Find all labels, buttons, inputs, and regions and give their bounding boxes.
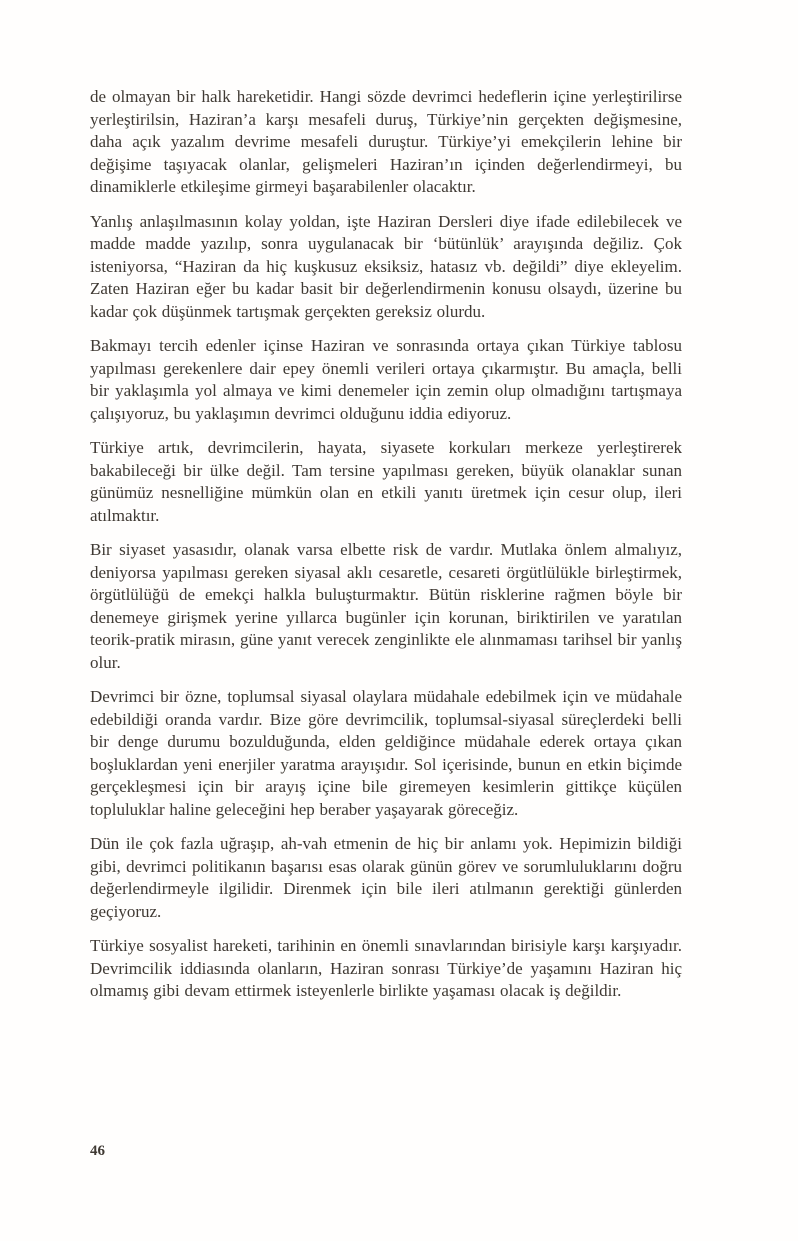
paragraph: Yanlış anlaşılmasının kolay yoldan, işte Haziran Dersleri diye ifade edilebilecek ve madde madde yazılıp, sonra uygulanacak bir ‘bütünlük’ arayışında değiliz. Çok isteniyorsa, “Haziran da hiç kuşkusuz eksiksiz, hatasız vb. değildi” diye ekleyelim. Zaten Haziran eğer bu kadar basit bir değerlendirmenin konusu olsaydı, üzerine bu kadar çok düşünmek tartışmak gerçekten gereksiz olurdu.	[90, 211, 682, 321]
paragraph: Türkiye artık, devrimcilerin, hayata, siyasete korkuları merkeze yerleştirerek bakabileceği bir ülke değil. Tam tersine yapılması gereken, büyük olanaklar sunan günümüz nesnelliğine mümkün olan en etkili yanıtı üretmek için cesur olup, ileri atılmaktır.	[90, 438, 682, 525]
paragraph: Devrimci bir özne, toplumsal siyasal olaylara müdahale edebilmek için ve müdahale edebildiği oranda vardır. Bize göre devrimcilik, toplumsal-siyasal süreçlerdeki belli bir denge durumu bozulduğunda, elden geldiğince müdahale ederek ortaya çıkan boşluklardan yeni enerjiler yaratma arayışıdır. Sol içerisinde, bunun en etkin biçimde gerçekleşmesi için bir arayış içine bile giremeyen kesimlerin gittikçe küçülen topluluklar haline geleceğini hep beraber yaşayarak göreceğiz.	[90, 687, 682, 819]
paragraph: Bakmayı tercih edenler içinse Haziran ve sonrasında ortaya çıkan Türkiye tablosu yapılması gerekenlere dair epey önemli verileri ortaya çıkarmıştır. Bu amaçla, belli bir yaklaşımla yol almaya ve kimi denemeler için zemin olup olmadığını tartışmaya çalışıyoruz, bu yaklaşımın devrimci olduğunu iddia ediyoruz.	[90, 336, 682, 423]
paragraph: Dün ile çok fazla uğraşıp, ah-vah etmenin de hiç bir anlamı yok. Hepimizin bildiği gibi, devrimci politikanın başarısı esas olarak günün görev ve sorumluluklarını doğru değerlendirmeyle ilgilidir. Direnmek için bile ileri atılmanın gerektiği günlerden geçiyoruz.	[90, 834, 682, 921]
paragraph: de olmayan bir halk hareketidir. Hangi sözde devrimci hedeflerin içine yerleştirilirse yerleştirilsin, Haziran’a karşı mesafeli duruş, Türkiye’nin gerçekten değişmesine, daha açık yazalım devrime mesafeli duruştur. Türkiye’yi emekçilerin lehine bir değişime taşıyacak olanlar, gelişmeleri Haziran’ın içinden değerlendirmeyi, bu dinamiklerle etkileşime girmeyi başarabilenler olacaktır.	[90, 87, 682, 196]
paragraph: Türkiye sosyalist hareketi, tarihinin en önemli sınavlarından birisiyle karşı karşıyadır. Devrimcilik iddiasında olanların, Haziran sonrası Türkiye’de yaşamını Haziran hiç olmamış gibi devam ettirmek isteyenlerle birlikte yaşaması olacak iş değildir.	[90, 936, 682, 1000]
text-block	[90, 86, 682, 1003]
page-number: 46	[90, 1143, 105, 1159]
paragraph: Bir siyaset yasasıdır, olanak varsa elbette risk de vardır. Mutlaka önlem almalıyız, deniyorsa yapılması gereken siyasal aklı cesaretle, cesareti örgütlülükle birleştirmek, örgütlülüğü de emekçi halkla buluşturmaktır. Bütün risklerine rağmen böyle bir denemeye girişmek yerine yıllarca bugünler için korunan, biriktirilen ve yaratılan teorik-pratik mirasın, güne yanıt verecek zenginlikte ele alınmaması tarihsel bir yanlış olur.	[90, 540, 682, 672]
